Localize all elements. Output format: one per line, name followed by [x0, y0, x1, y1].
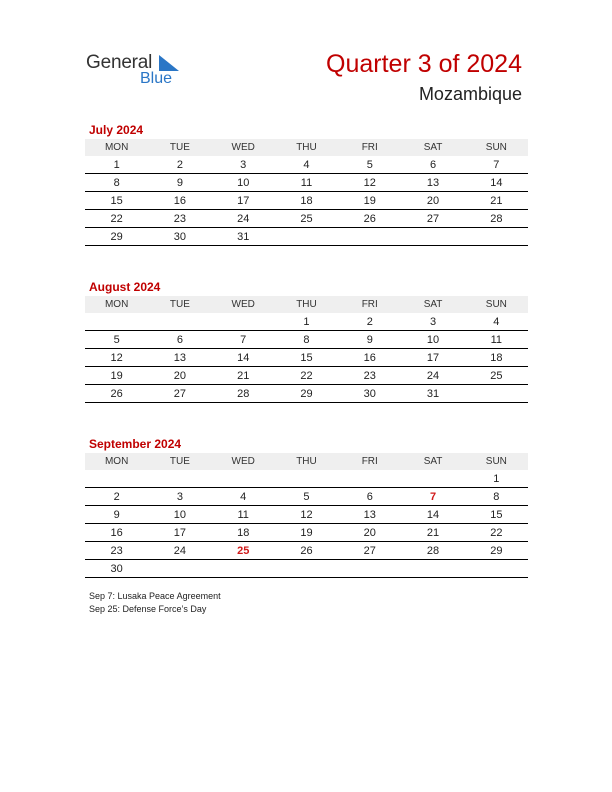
calendar-table — [85, 296, 528, 403]
day-cell: 20 — [148, 367, 211, 385]
day-cell: 30 — [338, 385, 401, 403]
week-row — [85, 331, 528, 349]
day-cell: 2 — [85, 488, 148, 506]
empty-day-cell — [275, 228, 338, 246]
day-cell: 21 — [465, 192, 528, 210]
day-cell: 2 — [338, 313, 401, 331]
empty-day-cell — [401, 560, 464, 578]
weekday-header: THU — [275, 296, 338, 313]
week-row — [85, 488, 528, 506]
day-cell: 18 — [465, 349, 528, 367]
day-cell: 18 — [275, 192, 338, 210]
empty-day-cell — [401, 470, 464, 488]
logo-text-blue: Blue — [140, 70, 173, 87]
day-cell: 27 — [401, 210, 464, 228]
week-row — [85, 506, 528, 524]
empty-day-cell — [465, 560, 528, 578]
day-cell: 4 — [275, 156, 338, 174]
weekday-header: MON — [85, 453, 148, 470]
weekday-header: SAT — [401, 139, 464, 156]
day-cell: 29 — [275, 385, 338, 403]
day-cell: 1 — [275, 313, 338, 331]
day-cell: 30 — [148, 228, 211, 246]
day-cell: 26 — [85, 385, 148, 403]
holiday-note: Sep 25: Defense Force’s Day — [89, 604, 207, 614]
weekday-header: TUE — [148, 453, 211, 470]
weekday-header: THU — [275, 453, 338, 470]
country-name: Mozambique — [418, 84, 522, 104]
day-cell: 18 — [212, 524, 275, 542]
day-cell: 15 — [275, 349, 338, 367]
empty-day-cell — [85, 313, 148, 331]
day-cell: 4 — [465, 313, 528, 331]
day-cell: 31 — [212, 228, 275, 246]
day-cell: 28 — [212, 385, 275, 403]
day-cell: 13 — [148, 349, 211, 367]
day-cell: 15 — [85, 192, 148, 210]
weekday-header: SUN — [465, 296, 528, 313]
day-cell: 29 — [465, 542, 528, 560]
day-cell: 14 — [465, 174, 528, 192]
weekday-header: TUE — [148, 296, 211, 313]
day-cell: 11 — [465, 331, 528, 349]
day-cell: 28 — [465, 210, 528, 228]
day-cell: 27 — [148, 385, 211, 403]
day-cell: 29 — [85, 228, 148, 246]
weekday-header: FRI — [338, 139, 401, 156]
weekday-header: SUN — [465, 453, 528, 470]
empty-day-cell — [148, 313, 211, 331]
week-row — [85, 385, 528, 403]
weekday-header: WED — [212, 296, 275, 313]
day-cell: 22 — [465, 524, 528, 542]
day-cell: 11 — [275, 174, 338, 192]
day-cell: 7 — [212, 331, 275, 349]
logo-triangle-icon — [159, 55, 179, 71]
holiday-note: Sep 7: Lusaka Peace Agreement — [89, 591, 221, 601]
day-cell: 5 — [275, 488, 338, 506]
day-cell: 19 — [85, 367, 148, 385]
day-cell: 24 — [148, 542, 211, 560]
day-cell: 6 — [338, 488, 401, 506]
calendar-table — [85, 453, 528, 578]
empty-day-cell — [338, 228, 401, 246]
day-cell: 5 — [338, 156, 401, 174]
day-cell: 24 — [212, 210, 275, 228]
week-row — [85, 192, 528, 210]
day-cell: 16 — [85, 524, 148, 542]
day-cell: 17 — [212, 192, 275, 210]
week-row — [85, 542, 528, 560]
day-cell: 12 — [338, 174, 401, 192]
week-row — [85, 156, 528, 174]
day-cell: 16 — [148, 192, 211, 210]
empty-day-cell — [148, 470, 211, 488]
day-cell: 20 — [338, 524, 401, 542]
weekday-header: WED — [212, 139, 275, 156]
weekday-header: SAT — [401, 453, 464, 470]
day-cell: 7 — [465, 156, 528, 174]
day-cell: 23 — [338, 367, 401, 385]
day-cell: 5 — [85, 331, 148, 349]
empty-day-cell — [275, 560, 338, 578]
logo-text-general: General — [86, 52, 153, 73]
empty-day-cell — [275, 470, 338, 488]
empty-day-cell — [212, 560, 275, 578]
month-title: August 2024 — [89, 280, 161, 294]
weekday-header-row — [85, 296, 528, 313]
day-cell: 2 — [148, 156, 211, 174]
week-row — [85, 367, 528, 385]
weekday-header: WED — [212, 453, 275, 470]
day-cell: 16 — [338, 349, 401, 367]
weekday-header: SUN — [465, 139, 528, 156]
empty-day-cell — [401, 228, 464, 246]
empty-day-cell — [212, 470, 275, 488]
day-cell: 31 — [401, 385, 464, 403]
day-cell: 19 — [275, 524, 338, 542]
weekday-header-row — [85, 453, 528, 470]
day-cell: 25 — [465, 367, 528, 385]
holiday-day-cell: 25 — [212, 542, 275, 560]
day-cell: 23 — [148, 210, 211, 228]
day-cell: 11 — [212, 506, 275, 524]
week-row — [85, 560, 528, 578]
week-row — [85, 470, 528, 488]
day-cell: 26 — [338, 210, 401, 228]
day-cell: 1 — [85, 156, 148, 174]
empty-day-cell — [148, 560, 211, 578]
day-cell: 17 — [148, 524, 211, 542]
weekday-header: FRI — [338, 453, 401, 470]
day-cell: 26 — [275, 542, 338, 560]
day-cell: 3 — [212, 156, 275, 174]
day-cell: 9 — [338, 331, 401, 349]
day-cell: 6 — [148, 331, 211, 349]
day-cell: 10 — [148, 506, 211, 524]
week-row — [85, 524, 528, 542]
weekday-header: MON — [85, 296, 148, 313]
day-cell: 22 — [275, 367, 338, 385]
day-cell: 14 — [212, 349, 275, 367]
day-cell: 28 — [401, 542, 464, 560]
day-cell: 8 — [465, 488, 528, 506]
week-row — [85, 349, 528, 367]
calendar-table — [85, 139, 528, 246]
day-cell: 3 — [148, 488, 211, 506]
month-title: July 2024 — [89, 123, 144, 137]
weekday-header: MON — [85, 139, 148, 156]
holiday-notes — [89, 590, 221, 616]
day-cell: 22 — [85, 210, 148, 228]
day-cell: 9 — [85, 506, 148, 524]
day-cell: 13 — [401, 174, 464, 192]
empty-day-cell — [85, 470, 148, 488]
day-cell: 13 — [338, 506, 401, 524]
empty-day-cell — [465, 385, 528, 403]
weekday-header: SAT — [401, 296, 464, 313]
day-cell: 12 — [275, 506, 338, 524]
day-cell: 3 — [401, 313, 464, 331]
week-row — [85, 174, 528, 192]
day-cell: 14 — [401, 506, 464, 524]
day-cell: 6 — [401, 156, 464, 174]
day-cell: 17 — [401, 349, 464, 367]
day-cell: 10 — [401, 331, 464, 349]
day-cell: 12 — [85, 349, 148, 367]
day-cell: 30 — [85, 560, 148, 578]
day-cell: 1 — [465, 470, 528, 488]
week-row — [85, 228, 528, 246]
empty-day-cell — [338, 560, 401, 578]
weekday-header: FRI — [338, 296, 401, 313]
weekday-header-row — [85, 139, 528, 156]
empty-day-cell — [212, 313, 275, 331]
day-cell: 4 — [212, 488, 275, 506]
holiday-day-cell: 7 — [401, 488, 464, 506]
empty-day-cell — [338, 470, 401, 488]
empty-day-cell — [465, 228, 528, 246]
weekday-header: TUE — [148, 139, 211, 156]
page-title: Quarter 3 of 2024 — [326, 50, 522, 78]
day-cell: 10 — [212, 174, 275, 192]
day-cell: 21 — [212, 367, 275, 385]
day-cell: 21 — [401, 524, 464, 542]
day-cell: 15 — [465, 506, 528, 524]
week-row — [85, 210, 528, 228]
day-cell: 9 — [148, 174, 211, 192]
day-cell: 8 — [275, 331, 338, 349]
day-cell: 27 — [338, 542, 401, 560]
week-row — [85, 313, 528, 331]
weekday-header: THU — [275, 139, 338, 156]
day-cell: 24 — [401, 367, 464, 385]
day-cell: 25 — [275, 210, 338, 228]
day-cell: 23 — [85, 542, 148, 560]
month-title: September 2024 — [89, 437, 182, 451]
day-cell: 19 — [338, 192, 401, 210]
day-cell: 8 — [85, 174, 148, 192]
day-cell: 20 — [401, 192, 464, 210]
